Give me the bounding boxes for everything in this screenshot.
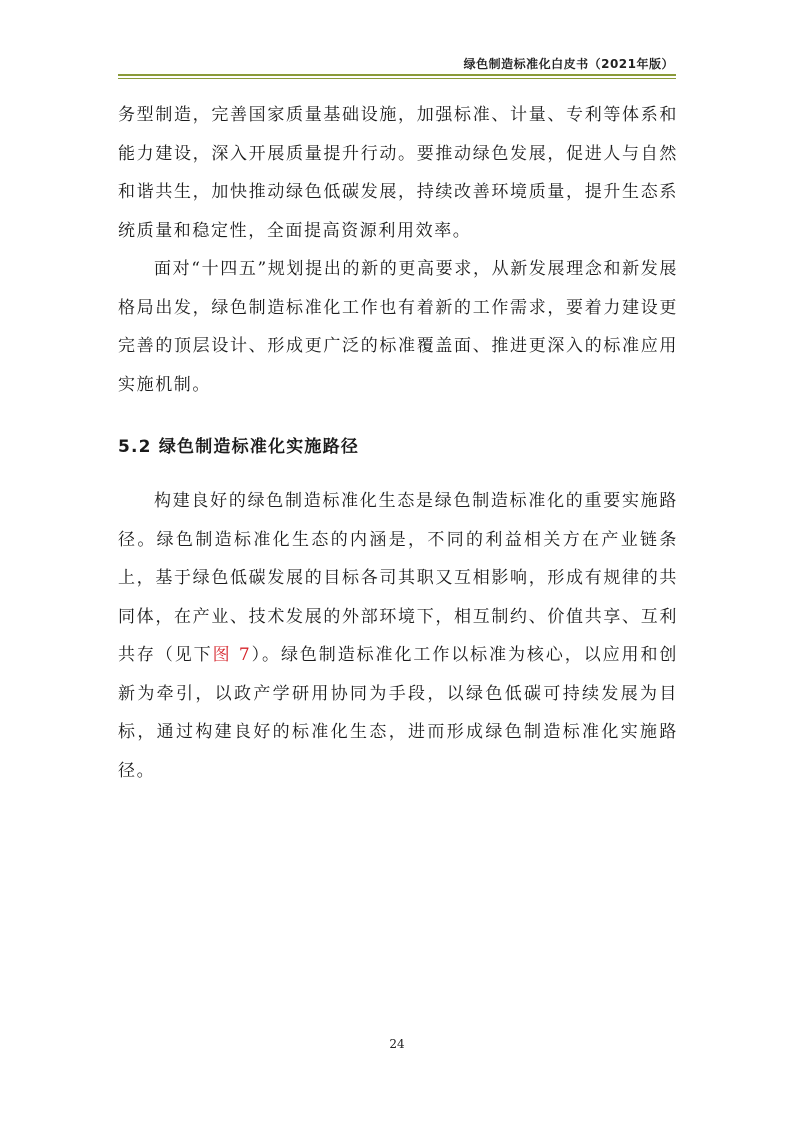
header-rule-secondary <box>118 78 676 79</box>
section-heading: 5.2 绿色制造标准化实施路径 <box>118 437 360 457</box>
header-rule <box>118 74 676 76</box>
page-number: 24 <box>389 1037 405 1051</box>
figure-7-link[interactable]: 图 7 <box>212 645 252 665</box>
body-paragraph-2: 面对“十四五”规划提出的新的更高要求，从新发展理念和新发展格局出发，绿色制造标准化工作也有着新的工作需求，要着力建设更完善的顶层设计、形成更广泛的标准覆盖面、推进更深入的标准应用实施机制。 <box>118 259 678 395</box>
body-paragraph-3 <box>118 482 678 790</box>
running-header-title: 绿色制造标准化白皮书（2021年版） <box>463 57 674 71</box>
body-paragraph-1: 务型制造，完善国家质量基础设施，加强标准、计量、专利等体系和能力建设，深入开展质量提升行动。要推动绿色发展，促进人与自然和谐共生，加快推动绿色低碳发展，持续改善环境质量，提升生态系统质量和稳定性，全面提高资源利用效率。 <box>118 105 678 241</box>
paragraph-3-text-end: ）。绿色制造标准化工作以标准为核心，以应用和创新为牵引，以政产学研用协同为手段，以绿色低碳可持续发展为目标，通过构建良好的标准化生态，进而形成绿色制造标准化实施路径。 <box>118 645 678 781</box>
paragraph-3-text-start: 构建良好的绿色制造标准化生态是绿色制造标准化的重要实施路径。绿色制造标准化生态的内涵是，不同的利益相关方在产业链条上，基于绿色低碳发展的目标各司其职又互相影响，形成有规律的共同体，在产业、技术发展的外部环境下，相互制约、价值共享、互利共存（见下 <box>118 491 678 665</box>
